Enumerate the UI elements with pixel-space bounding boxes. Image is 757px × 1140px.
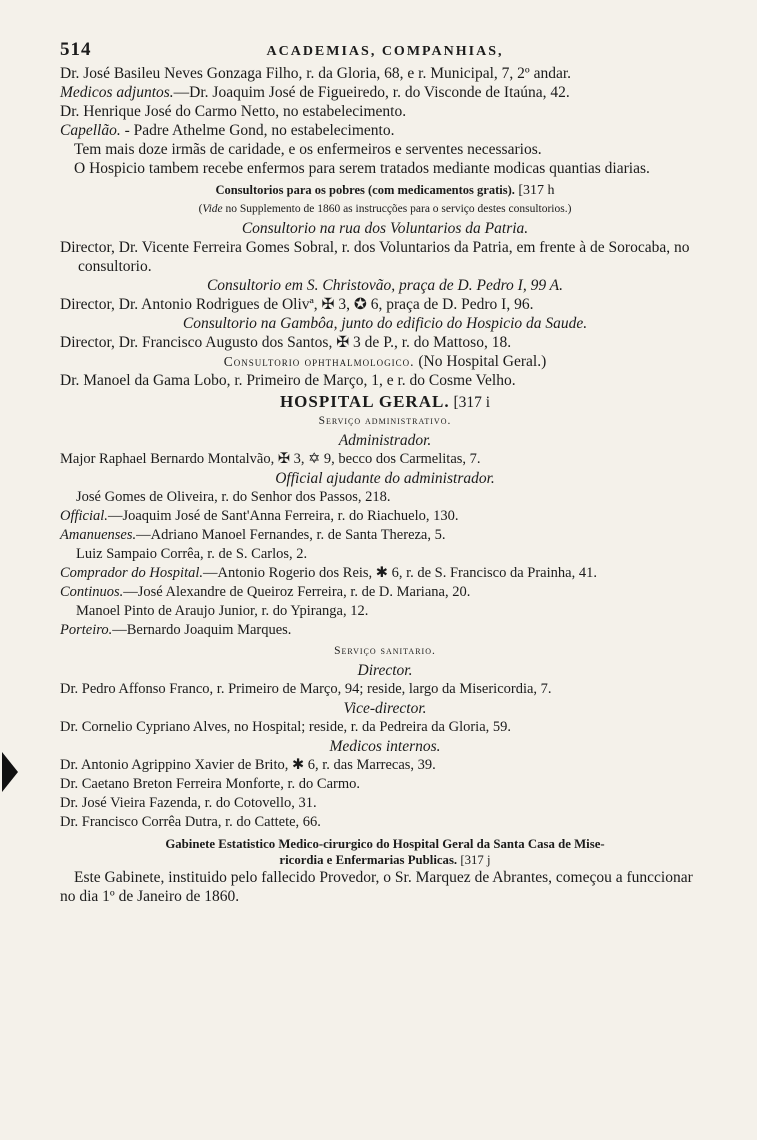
entry-line: Director, Dr. Antonio Rodrigues de Olivª, ✠ 3, ✪ 6, praça de D. Pedro I, 96. — [60, 296, 534, 313]
role-title: Director. — [357, 662, 413, 679]
subsection-title: Consultorio na rua dos Voluntarios da Patria. — [241, 220, 529, 237]
subsection-title: Consultorio na Gambôa, junto do edificio do Hospicio da Saude. — [182, 315, 588, 332]
entry-line: Director, Dr. Francisco Augusto dos Santos, ✠ 3 de P., r. do Mattoso, 18. — [60, 334, 512, 351]
subsection-title: Serviço administrativo. — [318, 415, 452, 427]
paragraph: Este Gabinete, instituido pelo fallecido Provedor, o Sr. Marquez de Abrantes, começou a funccionar no dia 1º de Janeiro de 1860. — [60, 869, 693, 905]
entry-line: Comprador do Hospital.—Antonio Rogerio dos Reis, ✱ 6, r. de S. Francisco da Prainha, 41. — [60, 565, 597, 581]
subsection-title: Consultorio em S. Christovão, praça de D. Pedro I, 99 A. — [206, 277, 564, 294]
entry-line: Amanuenses.—Adriano Manoel Fernandes, r. de Santa Thereza, 5. — [60, 527, 446, 543]
entry-line: Porteiro.—Bernardo Joaquim Marques. — [60, 622, 292, 638]
running-title: ACADEMIAS, COMPANHIAS, — [266, 44, 504, 59]
entry-line: Dr. José Vieira Fazenda, r. do Cotovello, 31. — [60, 795, 317, 811]
entry-line: Luiz Sampaio Corrêa, r. de S. Carlos, 2. — [76, 546, 308, 562]
entry-line: José Gomes de Oliveira, r. do Senhor dos Passos, 218. — [76, 489, 391, 505]
role-title: Vice-director. — [343, 700, 427, 717]
entry-line: Continuos.—José Alexandre de Queiroz Ferreira, r. de D. Mariana, 20. — [60, 584, 471, 600]
entry-line: Dr. Pedro Affonso Franco, r. Primeiro de Março, 94; reside, largo da Misericordia, 7. — [60, 681, 552, 697]
hospital-heading: HOSPITAL GERAL. [317 i — [279, 392, 491, 411]
margin-tab-mark — [2, 752, 18, 792]
entry-line: Dr. Manoel da Gama Lobo, r. Primeiro de Março, 1, e r. do Cosme Velho. — [60, 372, 516, 389]
section-heading: Consultorios para os pobres (com medicamentos gratis). [317 h — [215, 183, 555, 198]
role-title: Administrador. — [338, 432, 432, 449]
entry-line: Director, Dr. Vicente Ferreira Gomes Sobral, r. dos Voluntarios da Patria, em frente à de Sorocaba, no consultorio. — [60, 239, 690, 275]
role-title: Medicos internos. — [329, 738, 441, 755]
entry-line: Dr. Cornelio Cypriano Alves, no Hospital; reside, r. da Pedreira da Gloria, 59. — [60, 719, 512, 735]
page-number: 514 — [60, 39, 92, 60]
entry-line: Dr. José Basileu Neves Gonzaga Filho, r. da Gloria, 68, e r. Municipal, 7, 2º andar. — [60, 65, 572, 82]
entry-line: Dr. Henrique José do Carmo Netto, no estabelecimento. — [60, 103, 407, 120]
entry-line: Dr. Francisco Corrêa Dutra, r. do Cattete, 66. — [60, 814, 321, 830]
role-title: Official ajudante do administrador. — [275, 470, 495, 487]
page-header — [60, 40, 710, 62]
entry-line: Dr. Antonio Agrippino Xavier de Brito, ✱ 6, r. das Marrecas, 39. — [60, 757, 436, 773]
entry-line: Dr. Caetano Breton Ferreira Monforte, r. do Carmo. — [60, 776, 360, 792]
document-page — [60, 40, 710, 906]
paragraph: Tem mais doze irmãs de caridade, e os enfermeiros e serventes necessarios. — [74, 141, 542, 158]
subsection-title: Consultorio ophthalmologico. (No Hospital Geral.) — [223, 353, 547, 370]
paragraph: O Hospicio tambem recebe enfermos para serem tratados mediante modicas quantias diarias. — [74, 160, 650, 177]
entry-line: Medicos adjuntos.—Dr. Joaquim José de Figueiredo, r. do Visconde de Itaúna, 42. — [60, 84, 570, 101]
gabinete-heading: Gabinete Estatistico Medico-cirurgico do Hospital Geral da Santa Casa de Mise- ricordia e Enfermarias Publicas. [317 j — [165, 837, 605, 867]
entry-line: Capellão. - Padre Athelme Gond, no estabelecimento. — [60, 122, 395, 139]
subsection-title: Serviço sanitario. — [334, 645, 436, 657]
entry-line: Official.—Joaquim José de Sant'Anna Ferreira, r. do Riachuelo, 130. — [60, 508, 459, 524]
entry-line: Manoel Pinto de Araujo Junior, r. do Ypiranga, 12. — [76, 603, 369, 619]
section-note: (Vide no Supplemento de 1860 as instrucções para o serviço destes consultorios.) — [198, 203, 572, 215]
entry-line: Major Raphael Bernardo Montalvão, ✠ 3, ✡ 9, becco dos Carmelitas, 7. — [60, 451, 481, 467]
